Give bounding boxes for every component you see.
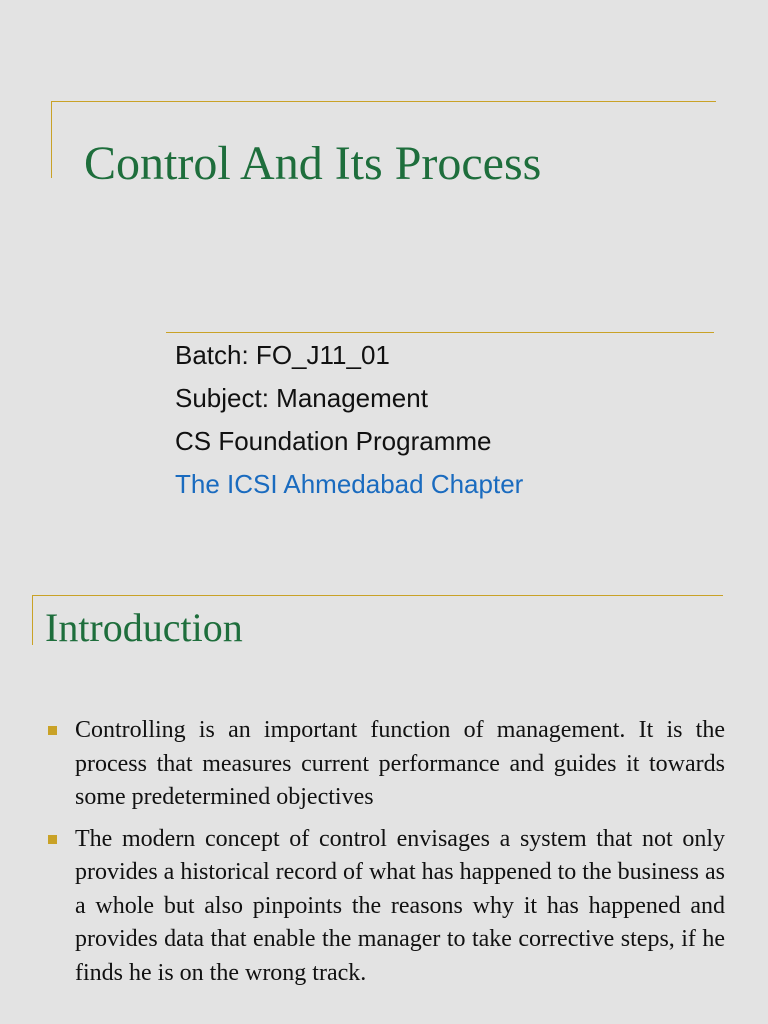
title-frame-top-rule [51,101,716,102]
programme-line: CS Foundation Programme [175,426,492,456]
chapter-line: The ICSI Ahmedabad Chapter [175,469,524,499]
subject-line: Subject: Management [175,383,428,413]
bullet-item [45,823,725,991]
bullet-item [45,714,725,815]
introduction-slide [0,576,768,1024]
subtitle-divider [166,332,714,333]
title-frame-left-rule [51,101,52,178]
heading-frame-top-rule [32,595,723,596]
square-bullet-icon [48,835,57,844]
slide-info-block [175,334,523,506]
slide-heading: Introduction [45,605,243,650]
bullet-text: The modern concept of control envisages a system that not only provides a historical record of what has happened to the business as a whole but also pinpoints the reasons why it has happened and provides data that enable the manager to take corrective steps, if he finds he is on the wrong track. [75,825,725,986]
bullet-text: Controlling is an important function of management. It is the process that measures current performance and guides it towards some predetermined objectives [75,717,725,810]
heading-frame-left-rule [32,595,33,645]
bullet-list [45,714,725,998]
slide-title: Control And Its Process [84,137,542,190]
batch-line: Batch: FO_J11_01 [175,340,390,370]
square-bullet-icon [48,726,57,735]
